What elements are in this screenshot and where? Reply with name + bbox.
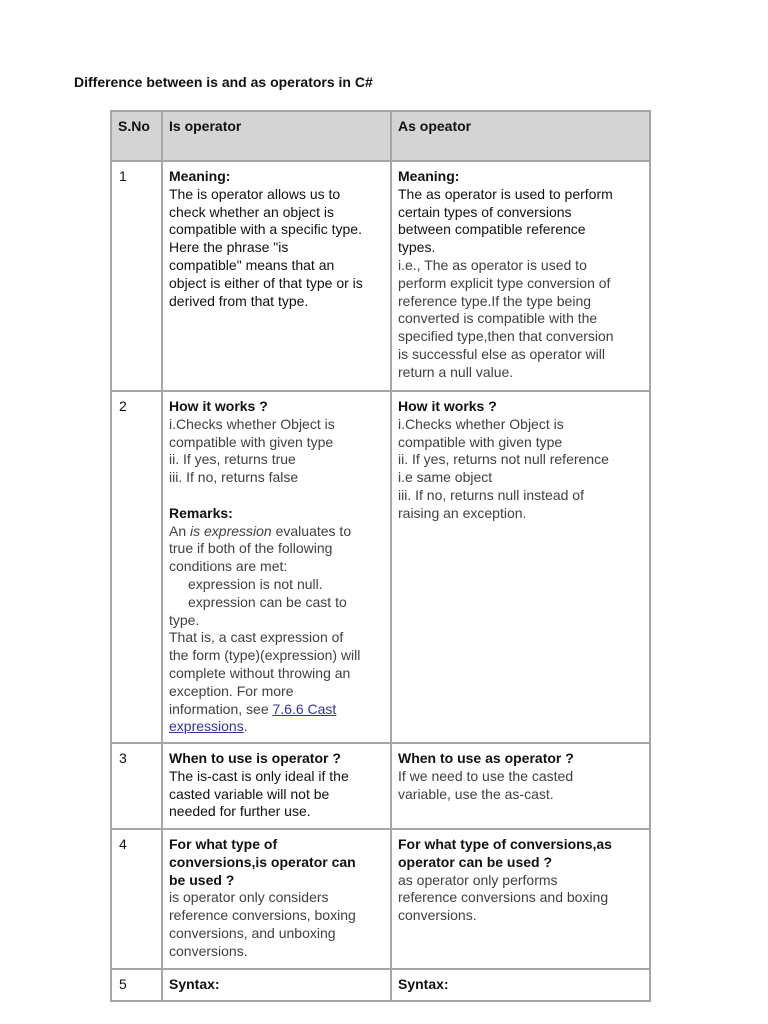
cell-heading: How it works ? <box>398 398 497 414</box>
text-line: reference conversions and boxing <box>398 889 609 906</box>
text-line: complete without throwing an <box>169 664 351 681</box>
see-prefix: information, see <box>169 700 273 717</box>
text-line: iii. If no, returns false <box>169 469 299 486</box>
text-line: compatible" means that an <box>169 256 335 273</box>
condition-item: expression can be cast to <box>188 593 347 610</box>
remarks-intro-prefix: An <box>169 522 191 539</box>
as-operator-cell <box>391 161 650 391</box>
text-line: the form (type)(expression) will <box>169 647 361 664</box>
sno-cell: 5 <box>111 969 162 1001</box>
document-title: Difference between is and as operators in C# <box>74 74 373 90</box>
link-text[interactable]: 7.6.6 Cast <box>272 700 337 717</box>
as-operator-cell <box>391 743 650 829</box>
text-line: derived from that type. <box>169 292 309 309</box>
cell-heading: Syntax: <box>398 976 449 992</box>
text-line: i.Checks whether Object is <box>398 415 564 432</box>
header-is-operator: Is operator <box>162 111 391 161</box>
text-line: compatible with given type <box>398 433 563 450</box>
table-row <box>111 743 650 829</box>
text-line: If we need to use the casted <box>398 767 574 784</box>
remarks-intro-line <box>169 523 384 541</box>
text-line: as operator only performs <box>398 871 558 888</box>
text-line: conversions. <box>398 907 477 924</box>
is-operator-cell <box>162 969 391 1001</box>
cell-heading: Meaning: <box>169 168 231 184</box>
cell-heading: Syntax: <box>169 976 220 992</box>
is-operator-cell <box>162 161 391 391</box>
sno-cell: 4 <box>111 829 162 969</box>
note-line: reference type.If the type being <box>398 292 592 309</box>
table-row <box>111 829 650 969</box>
note-line: i.e., The as operator is used to <box>398 256 587 273</box>
is-operator-cell <box>162 391 391 743</box>
text-line: between compatible reference <box>398 221 586 238</box>
header-sno: S.No <box>111 111 162 161</box>
cell-heading: be used ? <box>169 871 235 888</box>
text-line: exception. For more <box>169 682 294 699</box>
header-row <box>111 111 650 161</box>
note-line: perform explicit type conversion of <box>398 274 611 291</box>
remarks-intro-suffix: evaluates to <box>271 522 352 539</box>
text-line: The is-cast is only ideal if the <box>169 767 349 784</box>
text-line: raising an exception. <box>398 504 527 521</box>
link-text[interactable]: expressions <box>169 718 244 735</box>
link-suffix: . <box>243 718 248 735</box>
text-line: check whether an object is <box>169 203 334 220</box>
note-line: converted is compatible with the <box>398 310 598 327</box>
blank-line <box>169 487 384 505</box>
text-line: i.e same object <box>398 469 493 486</box>
text-line: types. <box>398 239 436 256</box>
text-line: casted variable will not be <box>169 785 330 802</box>
is-operator-cell <box>162 829 391 969</box>
text-line: true if both of the following <box>169 540 333 557</box>
text-line: The is operator allows us to <box>169 185 341 202</box>
cell-heading: When to use is operator ? <box>169 750 341 766</box>
cell-heading: Meaning: <box>398 168 460 184</box>
text-line: reference conversions, boxing <box>169 907 356 924</box>
sno-cell: 1 <box>111 161 162 391</box>
text-line: type. <box>169 611 200 628</box>
text-line: object is either of that type or is <box>169 274 363 291</box>
text-line: needed for further use. <box>169 803 311 820</box>
text-line: iii. If no, returns null instead of <box>398 486 584 503</box>
text-line: i.Checks whether Object is <box>169 415 335 432</box>
remarks-heading: Remarks: <box>169 504 233 521</box>
note-line: return a null value. <box>398 363 514 380</box>
sno-cell: 2 <box>111 391 162 743</box>
text-line: ii. If yes, returns not null reference <box>398 451 609 468</box>
text-line: certain types of conversions <box>398 203 572 220</box>
text-line: conversions. <box>169 942 248 959</box>
cell-heading: When to use as operator ? <box>398 750 574 766</box>
sno-cell: 3 <box>111 743 162 829</box>
remarks-intro-emphasis: is expression <box>190 522 272 539</box>
table-row <box>111 161 650 391</box>
header-as-operator: As opeator <box>391 111 650 161</box>
text-line: Here the phrase "is <box>169 239 289 256</box>
note-line: specified type,then that conversion <box>398 328 614 345</box>
table-row <box>111 969 650 1001</box>
as-operator-cell <box>391 969 650 1001</box>
text-line: compatible with given type <box>169 433 334 450</box>
text-line: compatible with a specific type. <box>169 221 362 238</box>
note-line: is successful else as operator will <box>398 345 605 362</box>
table-row <box>111 391 650 743</box>
text-line: That is, a cast expression of <box>169 629 344 646</box>
cell-heading: For what type of <box>169 836 278 852</box>
cell-heading: For what type of conversions,as <box>398 836 612 852</box>
cell-heading: operator can be used ? <box>398 853 553 870</box>
cell-heading: How it works ? <box>169 398 268 414</box>
text-line: variable, use the as-cast. <box>398 785 554 802</box>
as-operator-cell <box>391 391 650 743</box>
text-line: conversions, and unboxing <box>169 924 336 941</box>
text-line: The as operator is used to perform <box>398 185 613 202</box>
cell-heading: conversions,is operator can <box>169 853 356 870</box>
see-reference-line <box>169 701 384 737</box>
text-line: ii. If yes, returns true <box>169 451 296 468</box>
comparison-table <box>110 110 651 1002</box>
condition-item: expression is not null. <box>188 575 323 592</box>
text-line: conditions are met: <box>169 558 288 575</box>
text-line: is operator only considers <box>169 889 329 906</box>
as-operator-cell <box>391 829 650 969</box>
is-operator-cell <box>162 743 391 829</box>
